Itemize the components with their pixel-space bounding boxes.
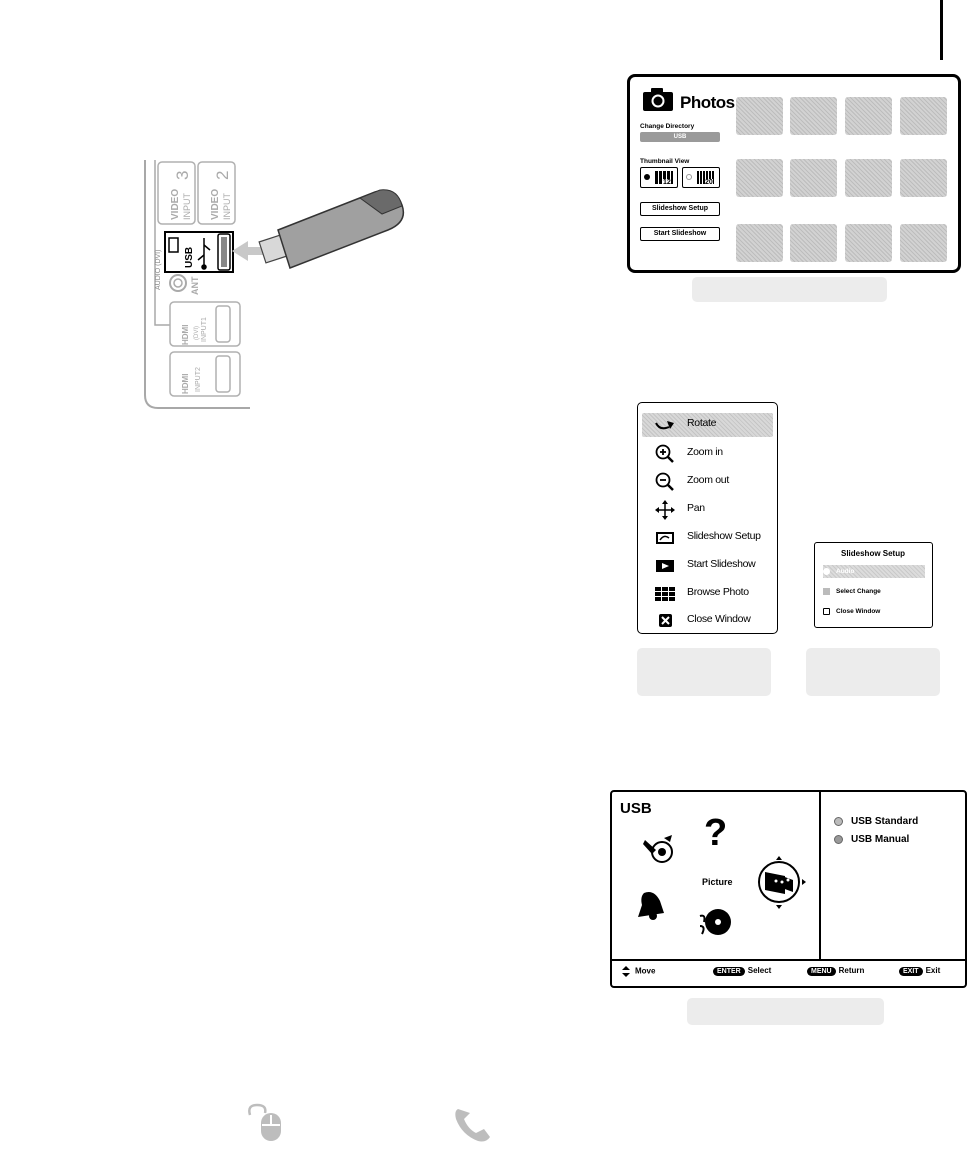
tv-panel-drawing [120, 150, 420, 415]
menu-item-browse-photo[interactable] [642, 582, 773, 606]
slideshow-item-close-window[interactable] [823, 605, 925, 618]
footer-return[interactable] [807, 966, 864, 976]
footer-select-label: Select [747, 966, 772, 975]
slideshow-setup-icon [654, 528, 676, 548]
photo-thumbnail[interactable] [845, 97, 892, 135]
audio-dvi-label: AUDIO (DVI) [155, 249, 162, 290]
menu-item-rotate[interactable] [642, 413, 773, 437]
photo-thumbnail[interactable] [845, 159, 892, 197]
help-question-icon[interactable]: ? [704, 812, 728, 854]
caption-placeholder [637, 648, 771, 696]
caption-placeholder [687, 998, 884, 1025]
bell-alarm-icon[interactable] [634, 887, 668, 921]
input2-label: INPUT [222, 193, 232, 220]
menu-label: Slideshow Setup [687, 530, 761, 542]
option-label: USB Standard [851, 816, 919, 827]
usb-port-label: USB [184, 246, 195, 268]
audio-icon [823, 568, 830, 575]
menu-label: Start Slideshow [687, 558, 756, 570]
menu-item-zoom-out[interactable] [642, 470, 773, 494]
slideshow-setup-title: Slideshow Setup [840, 549, 905, 558]
start-slideshow-icon [654, 556, 676, 576]
photo-thumbnail[interactable] [900, 97, 947, 135]
photo-thumbnail[interactable] [900, 224, 947, 262]
menu-label: Close Window [687, 613, 751, 625]
divider [612, 959, 965, 961]
slideshow-setup-button[interactable]: Slideshow Setup [640, 202, 720, 216]
usb-standard-option[interactable] [834, 816, 918, 827]
music-disc-icon[interactable] [694, 904, 734, 944]
radio-icon [834, 835, 843, 844]
footer-exit[interactable] [899, 966, 940, 976]
option-label: USB Manual [851, 834, 910, 845]
input2-number: 2 [213, 170, 232, 180]
settings-tools-icon[interactable] [642, 832, 676, 866]
thumbnail-12-button[interactable] [640, 167, 678, 188]
pan-icon [654, 500, 676, 520]
usb-screen [610, 790, 967, 988]
photo-thumbnail[interactable] [736, 97, 783, 135]
menu-label: Rotate [687, 417, 717, 429]
video3-label: VIDEO [170, 188, 181, 220]
tv-side-panel-illustration [120, 150, 420, 415]
video2-label: VIDEO [210, 188, 221, 220]
photos-screen [627, 74, 961, 273]
menu-label: Zoom out [687, 474, 729, 486]
hdmi1-label: HDMI [181, 324, 190, 345]
select-change-icon [823, 588, 830, 595]
usb-screen-title: USB [620, 800, 652, 817]
photo-thumbnail[interactable] [900, 159, 947, 197]
menu-label: Browse Photo [687, 586, 749, 598]
phone-icon [450, 1105, 494, 1145]
menu-item-slideshow-setup[interactable] [642, 526, 773, 550]
picture-label: Picture [702, 877, 733, 887]
slideshow-item-label: Close Window [836, 608, 881, 615]
exit-key-badge: EXIT [899, 967, 923, 976]
zoom-out-icon [654, 472, 676, 492]
menu-label: Zoom in [687, 446, 723, 458]
caption-placeholder [806, 648, 940, 696]
footer-exit-label: Exit [925, 966, 941, 975]
thumbnail-view-label: Thumbnail View [640, 158, 690, 165]
zoom-in-icon [654, 444, 676, 464]
rotate-icon [654, 415, 676, 435]
menu-item-close-window[interactable] [642, 609, 773, 633]
ant-label: ANT [190, 276, 200, 295]
usb-flash-drive-icon [259, 190, 403, 268]
radio-icon [834, 817, 843, 826]
thumb-12-count: 12 [663, 179, 671, 186]
photo-thumbnail[interactable] [790, 159, 837, 197]
photo-thumbnail[interactable] [845, 224, 892, 262]
slideshow-item-audio[interactable] [823, 565, 925, 578]
radio-selected-icon [644, 174, 650, 180]
thumb-20-count: 20 [705, 179, 713, 186]
divider [819, 792, 821, 959]
directory-usb-option[interactable]: USB [640, 132, 720, 142]
hdmi1-dvi-label: (DVI) [194, 326, 200, 340]
close-window-icon [823, 608, 830, 615]
photos-title: Photos [680, 93, 735, 112]
page-edge-line [940, 0, 943, 60]
picture-selector-icon[interactable] [752, 854, 812, 914]
footer-return-label: Return [838, 966, 865, 975]
radio-unselected-icon [686, 174, 692, 180]
menu-item-pan[interactable] [642, 498, 773, 522]
photo-thumbnail[interactable] [736, 159, 783, 197]
photo-thumbnail[interactable] [736, 224, 783, 262]
caption-placeholder [692, 277, 887, 302]
slideshow-item-label: Select Change [836, 588, 881, 595]
footer-move-label: Move [635, 966, 656, 976]
photo-context-menu [637, 402, 778, 634]
close-window-icon [654, 611, 676, 631]
up-down-arrows-icon [622, 966, 630, 977]
menu-label: Pan [687, 502, 705, 514]
change-directory-label: Change Directory [640, 123, 695, 130]
menu-item-zoom-in[interactable] [642, 442, 773, 466]
photo-thumbnail[interactable] [790, 97, 837, 135]
menu-key-badge: MENU [807, 967, 836, 976]
input3-label: INPUT [182, 193, 192, 220]
thumbnail-20-button[interactable] [682, 167, 720, 188]
footer-move [622, 966, 655, 977]
slideshow-item-label: Audio [836, 568, 855, 575]
menu-item-start-slideshow[interactable] [642, 554, 773, 578]
footer-select[interactable] [713, 966, 771, 976]
start-slideshow-button[interactable]: Start Slideshow [640, 227, 720, 241]
input3-number: 3 [173, 170, 192, 180]
mouse-icon [245, 1103, 283, 1143]
slideshow-setup-menu [814, 542, 933, 628]
slideshow-item-select-change[interactable] [823, 585, 925, 598]
photo-thumbnail[interactable] [790, 224, 837, 262]
enter-key-badge: ENTER [713, 967, 745, 976]
camera-icon [642, 87, 674, 112]
hdmi2-label: HDMI [181, 373, 190, 394]
hdmi1-input-label: INPUT1 [201, 317, 208, 342]
hdmi2-input-label: INPUT2 [195, 367, 202, 392]
browse-photo-icon [654, 584, 676, 604]
usb-manual-option[interactable] [834, 834, 909, 845]
